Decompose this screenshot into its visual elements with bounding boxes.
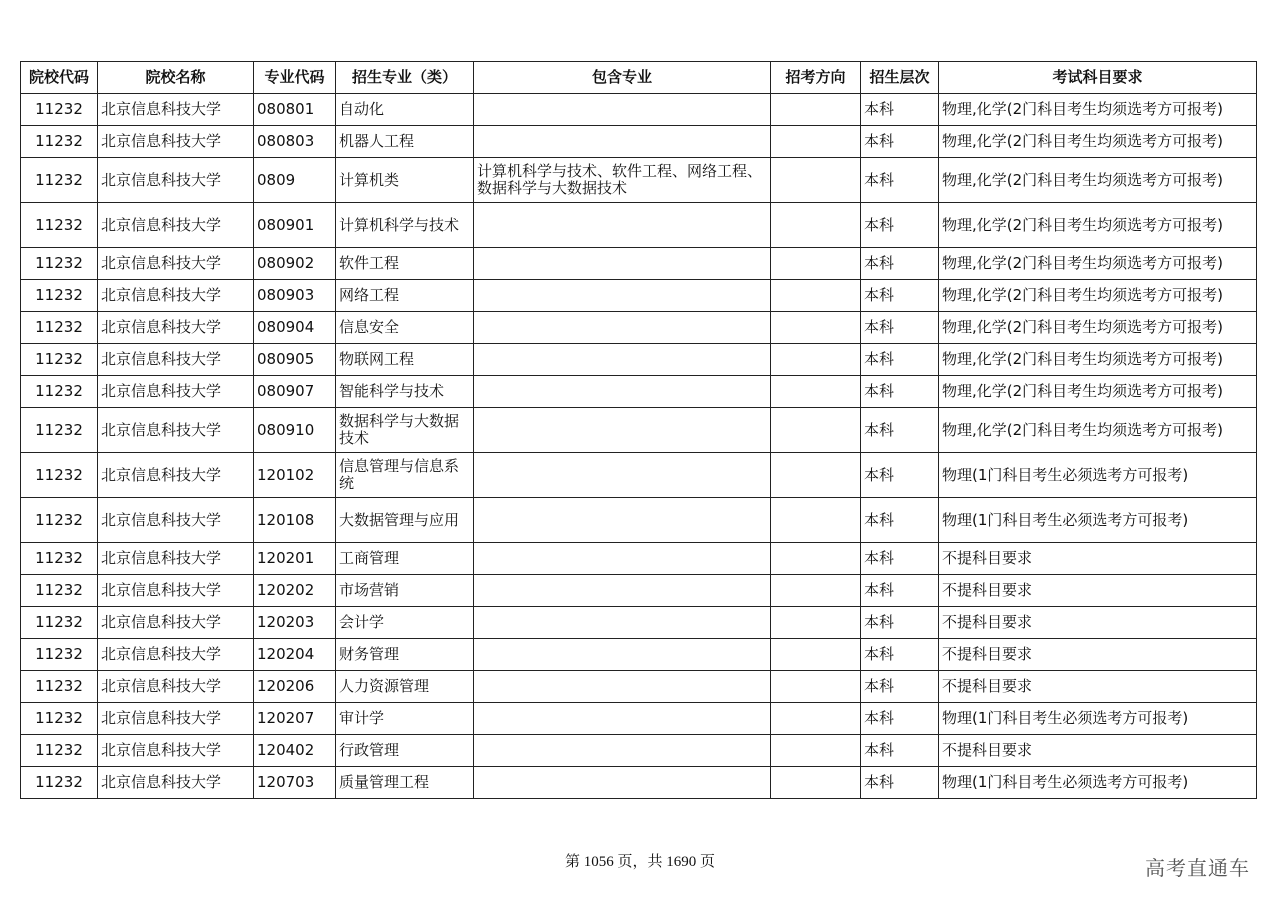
cell-major-code: 120203 xyxy=(254,607,336,639)
cell-school-name: 北京信息科技大学 xyxy=(98,248,254,280)
cell-requirement: 物理,化学(2门科目考生均须选考方可报考) xyxy=(939,344,1257,376)
cell-direction xyxy=(771,408,861,453)
cell-major: 机器人工程 xyxy=(336,126,474,158)
cell-school-code: 11232 xyxy=(21,158,98,203)
cell-level: 本科 xyxy=(861,543,939,575)
header-requirement: 考试科目要求 xyxy=(939,62,1257,94)
cell-school-code: 11232 xyxy=(21,94,98,126)
cell-included xyxy=(474,453,771,498)
cell-major: 物联网工程 xyxy=(336,344,474,376)
cell-major-code: 120207 xyxy=(254,703,336,735)
cell-included xyxy=(474,575,771,607)
cell-level: 本科 xyxy=(861,767,939,799)
cell-requirement: 物理(1门科目考生必须选考方可报考) xyxy=(939,453,1257,498)
cell-school-name: 北京信息科技大学 xyxy=(98,767,254,799)
header-direction: 招考方向 xyxy=(771,62,861,94)
cell-major: 审计学 xyxy=(336,703,474,735)
cell-direction xyxy=(771,543,861,575)
cell-major: 会计学 xyxy=(336,607,474,639)
table-body xyxy=(21,94,1257,799)
cell-requirement: 物理,化学(2门科目考生均须选考方可报考) xyxy=(939,280,1257,312)
cell-level: 本科 xyxy=(861,280,939,312)
cell-requirement: 物理,化学(2门科目考生均须选考方可报考) xyxy=(939,94,1257,126)
cell-requirement: 不提科目要求 xyxy=(939,671,1257,703)
cell-major-code: 120204 xyxy=(254,639,336,671)
cell-requirement: 物理,化学(2门科目考生均须选考方可报考) xyxy=(939,408,1257,453)
cell-major: 人力资源管理 xyxy=(336,671,474,703)
header-major: 招生专业（类） xyxy=(336,62,474,94)
cell-major-code: 080801 xyxy=(254,94,336,126)
cell-requirement: 物理,化学(2门科目考生均须选考方可报考) xyxy=(939,376,1257,408)
cell-direction xyxy=(771,607,861,639)
cell-level: 本科 xyxy=(861,575,939,607)
table-row xyxy=(21,703,1257,735)
cell-major: 软件工程 xyxy=(336,248,474,280)
cell-major-code: 120402 xyxy=(254,735,336,767)
cell-major: 智能科学与技术 xyxy=(336,376,474,408)
cell-school-name: 北京信息科技大学 xyxy=(98,280,254,312)
cell-school-code: 11232 xyxy=(21,344,98,376)
cell-major: 信息管理与信息系统 xyxy=(336,453,474,498)
cell-school-code: 11232 xyxy=(21,703,98,735)
table-row xyxy=(21,639,1257,671)
cell-direction xyxy=(771,453,861,498)
cell-school-code: 11232 xyxy=(21,312,98,344)
cell-major-code: 120102 xyxy=(254,453,336,498)
cell-direction xyxy=(771,498,861,543)
cell-direction xyxy=(771,312,861,344)
cell-direction xyxy=(771,703,861,735)
table-row xyxy=(21,575,1257,607)
cell-school-code: 11232 xyxy=(21,203,98,248)
cell-level: 本科 xyxy=(861,158,939,203)
cell-school-code: 11232 xyxy=(21,735,98,767)
cell-school-name: 北京信息科技大学 xyxy=(98,408,254,453)
cell-school-name: 北京信息科技大学 xyxy=(98,203,254,248)
cell-school-code: 11232 xyxy=(21,498,98,543)
cell-major: 计算机科学与技术 xyxy=(336,203,474,248)
cell-school-code: 11232 xyxy=(21,280,98,312)
admission-table xyxy=(20,61,1257,799)
cell-included xyxy=(474,607,771,639)
cell-school-name: 北京信息科技大学 xyxy=(98,639,254,671)
table-row xyxy=(21,453,1257,498)
header-row xyxy=(21,62,1257,94)
cell-included xyxy=(474,735,771,767)
table-row xyxy=(21,671,1257,703)
cell-included xyxy=(474,408,771,453)
cell-level: 本科 xyxy=(861,94,939,126)
cell-major-code: 080907 xyxy=(254,376,336,408)
cell-major: 自动化 xyxy=(336,94,474,126)
header-school-name: 院校名称 xyxy=(98,62,254,94)
cell-requirement: 物理,化学(2门科目考生均须选考方可报考) xyxy=(939,203,1257,248)
header-included: 包含专业 xyxy=(474,62,771,94)
cell-requirement: 物理(1门科目考生必须选考方可报考) xyxy=(939,498,1257,543)
cell-direction xyxy=(771,376,861,408)
cell-direction xyxy=(771,767,861,799)
cell-included xyxy=(474,376,771,408)
cell-major-code: 0809 xyxy=(254,158,336,203)
cell-school-code: 11232 xyxy=(21,126,98,158)
table-row xyxy=(21,312,1257,344)
cell-level: 本科 xyxy=(861,453,939,498)
cell-requirement: 不提科目要求 xyxy=(939,735,1257,767)
table-row xyxy=(21,94,1257,126)
cell-included xyxy=(474,543,771,575)
table-row xyxy=(21,735,1257,767)
cell-major: 计算机类 xyxy=(336,158,474,203)
header-major-code: 专业代码 xyxy=(254,62,336,94)
cell-school-name: 北京信息科技大学 xyxy=(98,453,254,498)
cell-major-code: 080905 xyxy=(254,344,336,376)
cell-level: 本科 xyxy=(861,498,939,543)
cell-major-code: 080903 xyxy=(254,280,336,312)
cell-major-code: 120703 xyxy=(254,767,336,799)
cell-level: 本科 xyxy=(861,408,939,453)
cell-included xyxy=(474,312,771,344)
table-row xyxy=(21,408,1257,453)
cell-school-name: 北京信息科技大学 xyxy=(98,126,254,158)
cell-requirement: 物理,化学(2门科目考生均须选考方可报考) xyxy=(939,158,1257,203)
cell-included xyxy=(474,671,771,703)
cell-level: 本科 xyxy=(861,607,939,639)
cell-included xyxy=(474,344,771,376)
table-row xyxy=(21,126,1257,158)
cell-direction xyxy=(771,344,861,376)
cell-major: 数据科学与大数据技术 xyxy=(336,408,474,453)
table-row xyxy=(21,158,1257,203)
cell-school-code: 11232 xyxy=(21,639,98,671)
cell-level: 本科 xyxy=(861,203,939,248)
cell-major: 网络工程 xyxy=(336,280,474,312)
cell-school-name: 北京信息科技大学 xyxy=(98,498,254,543)
cell-requirement: 不提科目要求 xyxy=(939,543,1257,575)
cell-school-name: 北京信息科技大学 xyxy=(98,344,254,376)
cell-school-name: 北京信息科技大学 xyxy=(98,158,254,203)
cell-direction xyxy=(771,158,861,203)
table-row xyxy=(21,376,1257,408)
header-school-code: 院校代码 xyxy=(21,62,98,94)
watermark: 高考直通车 xyxy=(1145,856,1250,880)
cell-level: 本科 xyxy=(861,248,939,280)
cell-requirement: 不提科目要求 xyxy=(939,607,1257,639)
cell-major-code: 120108 xyxy=(254,498,336,543)
cell-school-name: 北京信息科技大学 xyxy=(98,735,254,767)
cell-major: 信息安全 xyxy=(336,312,474,344)
cell-requirement: 不提科目要求 xyxy=(939,575,1257,607)
cell-direction xyxy=(771,671,861,703)
cell-requirement: 物理(1门科目考生必须选考方可报考) xyxy=(939,703,1257,735)
cell-school-code: 11232 xyxy=(21,767,98,799)
table-row xyxy=(21,344,1257,376)
cell-included xyxy=(474,639,771,671)
cell-school-name: 北京信息科技大学 xyxy=(98,312,254,344)
cell-direction xyxy=(771,575,861,607)
cell-direction xyxy=(771,735,861,767)
cell-school-code: 11232 xyxy=(21,248,98,280)
cell-included xyxy=(474,498,771,543)
cell-school-code: 11232 xyxy=(21,607,98,639)
cell-included xyxy=(474,203,771,248)
cell-level: 本科 xyxy=(861,735,939,767)
table-row xyxy=(21,607,1257,639)
cell-requirement: 不提科目要求 xyxy=(939,639,1257,671)
cell-school-name: 北京信息科技大学 xyxy=(98,575,254,607)
cell-level: 本科 xyxy=(861,671,939,703)
cell-level: 本科 xyxy=(861,344,939,376)
cell-major-code: 120201 xyxy=(254,543,336,575)
cell-direction xyxy=(771,248,861,280)
header-level: 招生层次 xyxy=(861,62,939,94)
cell-major-code: 080901 xyxy=(254,203,336,248)
cell-school-code: 11232 xyxy=(21,671,98,703)
cell-major-code: 080902 xyxy=(254,248,336,280)
table-row xyxy=(21,498,1257,543)
table-row xyxy=(21,203,1257,248)
cell-school-code: 11232 xyxy=(21,408,98,453)
cell-school-code: 11232 xyxy=(21,453,98,498)
cell-direction xyxy=(771,94,861,126)
cell-included xyxy=(474,767,771,799)
table-row xyxy=(21,767,1257,799)
cell-requirement: 物理(1门科目考生必须选考方可报考) xyxy=(939,767,1257,799)
cell-included xyxy=(474,126,771,158)
cell-included: 计算机科学与技术、软件工程、网络工程、数据科学与大数据技术 xyxy=(474,158,771,203)
cell-included xyxy=(474,703,771,735)
cell-school-name: 北京信息科技大学 xyxy=(98,94,254,126)
table-row xyxy=(21,280,1257,312)
cell-included xyxy=(474,248,771,280)
page-footer: 第 1056 页，共 1690 页 xyxy=(564,854,715,870)
cell-direction xyxy=(771,280,861,312)
cell-school-name: 北京信息科技大学 xyxy=(98,607,254,639)
cell-school-code: 11232 xyxy=(21,376,98,408)
cell-major-code: 080910 xyxy=(254,408,336,453)
cell-level: 本科 xyxy=(861,639,939,671)
cell-direction xyxy=(771,126,861,158)
cell-school-code: 11232 xyxy=(21,543,98,575)
cell-school-code: 11232 xyxy=(21,575,98,607)
table-row xyxy=(21,543,1257,575)
cell-major-code: 080803 xyxy=(254,126,336,158)
cell-requirement: 物理,化学(2门科目考生均须选考方可报考) xyxy=(939,312,1257,344)
cell-requirement: 物理,化学(2门科目考生均须选考方可报考) xyxy=(939,126,1257,158)
cell-major-code: 120202 xyxy=(254,575,336,607)
cell-level: 本科 xyxy=(861,126,939,158)
cell-school-name: 北京信息科技大学 xyxy=(98,543,254,575)
cell-major-code: 120206 xyxy=(254,671,336,703)
cell-level: 本科 xyxy=(861,376,939,408)
cell-level: 本科 xyxy=(861,312,939,344)
cell-major: 工商管理 xyxy=(336,543,474,575)
cell-major-code: 080904 xyxy=(254,312,336,344)
cell-level: 本科 xyxy=(861,703,939,735)
cell-school-name: 北京信息科技大学 xyxy=(98,376,254,408)
cell-included xyxy=(474,94,771,126)
cell-direction xyxy=(771,639,861,671)
cell-major: 财务管理 xyxy=(336,639,474,671)
cell-direction xyxy=(771,203,861,248)
cell-major: 大数据管理与应用 xyxy=(336,498,474,543)
cell-school-name: 北京信息科技大学 xyxy=(98,671,254,703)
table-row xyxy=(21,248,1257,280)
cell-included xyxy=(474,280,771,312)
cell-requirement: 物理,化学(2门科目考生均须选考方可报考) xyxy=(939,248,1257,280)
cell-major: 市场营销 xyxy=(336,575,474,607)
cell-major: 行政管理 xyxy=(336,735,474,767)
cell-major: 质量管理工程 xyxy=(336,767,474,799)
cell-school-name: 北京信息科技大学 xyxy=(98,703,254,735)
